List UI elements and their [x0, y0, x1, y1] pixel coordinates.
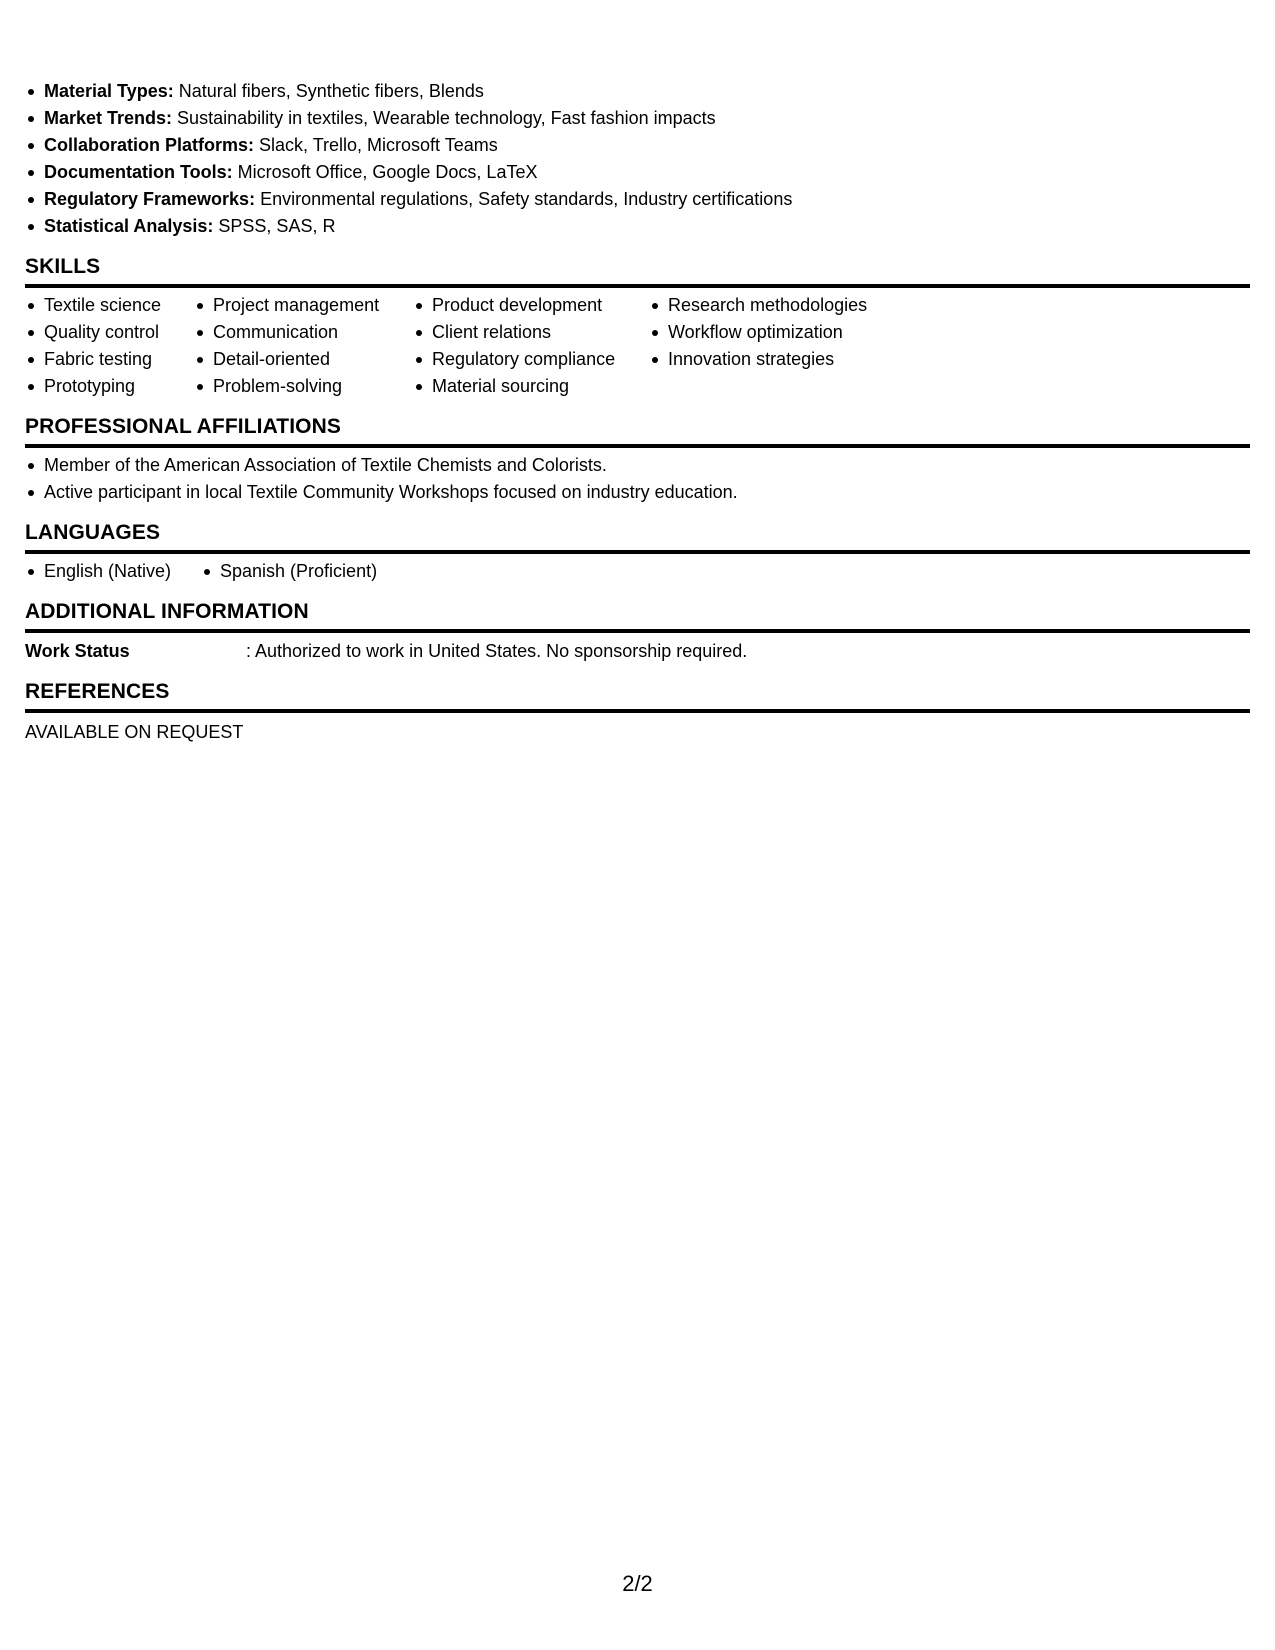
language-column [25, 558, 201, 585]
skills-grid [25, 292, 1250, 400]
skill-item: Material sourcing [432, 373, 649, 400]
item-label: Material Types: [44, 81, 174, 101]
skills-column [649, 292, 928, 400]
item-value: Slack, Trello, Microsoft Teams [254, 135, 498, 155]
item-value: Natural fibers, Synthetic fibers, Blends [173, 81, 484, 101]
skills-column [25, 292, 194, 400]
item-value: Microsoft Office, Google Docs, LaTeX [232, 162, 538, 182]
skill-item: Regulatory compliance [432, 346, 649, 373]
item-label: Regulatory Frameworks: [44, 189, 256, 209]
references-section [25, 679, 1250, 747]
skill-item: Communication [213, 319, 413, 346]
skill-item: Prototyping [44, 373, 194, 400]
affiliations-list [25, 452, 1250, 506]
skill-item: Problem-solving [213, 373, 413, 400]
language-column [201, 558, 377, 585]
skill-item: Workflow optimization [668, 319, 928, 346]
skill-item: Textile science [44, 292, 194, 319]
tools-list [25, 78, 1250, 240]
work-status-value: : Authorized to work in United States. No sponsorship required. [246, 641, 748, 661]
page-number: 2/2 [622, 1571, 653, 1596]
skill-item: Product development [432, 292, 649, 319]
skills-column [413, 292, 649, 400]
resume-page-2 [25, 78, 1250, 747]
skill-item: Client relations [432, 319, 649, 346]
skill-item: Fabric testing [44, 346, 194, 373]
list-item [44, 78, 1250, 105]
item-value: Sustainability in textiles, Wearable technology, Fast fashion impacts [172, 108, 716, 128]
references-text: AVAILABLE ON REQUEST [25, 722, 244, 742]
skill-item: Detail-oriented [213, 346, 413, 373]
skill-item: Quality control [44, 319, 194, 346]
list-item [44, 213, 1250, 240]
item-label: Market Trends: [44, 108, 173, 128]
skill-item: Research methodologies [668, 292, 928, 319]
skill-item: Innovation strategies [668, 346, 928, 373]
affiliation-item: Member of the American Association of Textile Chemists and Colorists. [44, 452, 1250, 479]
item-value: SPSS, SAS, R [213, 216, 336, 236]
additional-info-section [25, 599, 1250, 665]
section-heading: LANGUAGES [25, 520, 1250, 554]
section-heading: ADDITIONAL INFORMATION [25, 599, 1250, 633]
list-item [44, 105, 1250, 132]
affiliations-section [25, 414, 1250, 506]
list-item [44, 132, 1250, 159]
affiliation-item: Active participant in local Textile Community Workshops focused on industry education. [44, 479, 1250, 506]
language-item: Spanish (Proficient) [220, 558, 377, 585]
list-item [44, 186, 1250, 213]
item-value: Environmental regulations, Safety standards, Industry certifications [255, 189, 793, 209]
item-label: Collaboration Platforms: [44, 135, 255, 155]
section-heading: REFERENCES [25, 679, 1250, 713]
language-item: English (Native) [44, 558, 201, 585]
skills-section [25, 254, 1250, 400]
section-heading: SKILLS [25, 254, 1250, 288]
languages-list [25, 558, 1250, 585]
languages-section [25, 520, 1250, 585]
item-label: Documentation Tools: [44, 162, 233, 182]
work-status-label: Work Status [25, 641, 130, 661]
section-heading: PROFESSIONAL AFFILIATIONS [25, 414, 1250, 448]
skill-item: Project management [213, 292, 413, 319]
work-status-row [25, 637, 1250, 665]
item-label: Statistical Analysis: [44, 216, 214, 236]
list-item [44, 159, 1250, 186]
skills-column [194, 292, 413, 400]
